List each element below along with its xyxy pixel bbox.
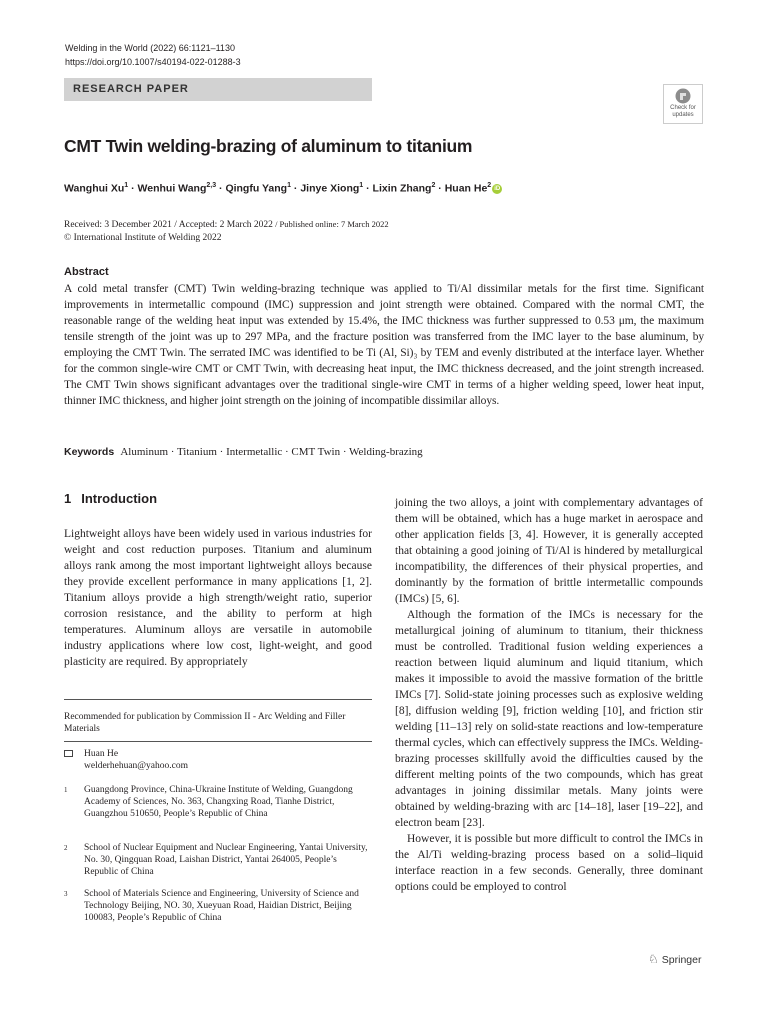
crossmark-icon: [675, 88, 691, 104]
copyright-line: © International Institute of Welding 2022: [64, 233, 222, 243]
keywords-list: Aluminum · Titanium · Intermetallic · CMT Twin · Welding-brazing: [120, 446, 423, 458]
affiliation-footnote: [64, 888, 372, 924]
crossmark-label-1: Check for: [670, 105, 696, 111]
corresponding-author-email[interactable]: welderhehuan@yahoo.com: [84, 761, 188, 771]
author-separator: ·: [435, 182, 445, 195]
author-separator: ·: [128, 182, 138, 195]
author-name[interactable]: Lixin Zhang: [372, 182, 432, 195]
affiliation-footnote: [64, 784, 372, 820]
intro-paragraph: joining the two alloys, a joint with complementary advantages of them will be obtained, which has a huge market in aerospace and other application fields [3, 4]. However, it is generally accepted that obtaining a good joining of Ti/Al is hindered by metallurgical incompatibility, the differences of their physical properties, and dominantly by the formation of brittle intermetallic compounds (IMCs) [5, 6].: [395, 497, 703, 605]
intro-paragraph: Although the formation of the IMCs is necessary for the metallurgical joining of aluminum to titanium, their thickness must be controlled. Traditional fusion welding experiences a reaction between liquid aluminum and liquid titanium, which makes it impossible to avoid the massive formation of the brittle IMCs [7]. Solid-state joining processes such as explosive welding [8], diffusion welding [9], friction welding [10], and friction stir welding [11–13] rely on solid-state reactions and low-temperature thermal cycles, which can effectively suppress the IMCs. Welding-brazing processes skillfully avoid the difficulties caused by the different melting points of the two compounds, which has great advantages in joining dissimilar metals. Many joints were obtained by welding-brazing with arc [14–18], laser [19–22], and electron beam [23].: [395, 609, 703, 829]
corresponding-author: [64, 748, 372, 772]
author-affiliation: 1: [124, 182, 129, 189]
keywords-label: Keywords: [64, 446, 115, 458]
received-accepted-dates: Received: 3 December 2021 / Accepted: 2 March 2022: [64, 220, 273, 230]
affiliation-text: Guangdong Province, China-Ukraine Institute of Welding, Guangdong Academy of Sciences, No. 363, Changxing Road, Tianhe District, Guangzhou 510650, People’s Republic of China: [84, 785, 353, 819]
affiliation-footnote: [64, 842, 372, 878]
affiliation-number: 3: [64, 890, 68, 898]
author-affiliation: 2: [487, 182, 492, 189]
right-column: [395, 495, 703, 895]
recommendation-note: Recommended for publication by Commission II - Arc Welding and Filler Materials: [64, 712, 346, 734]
left-column: [64, 526, 372, 670]
crossmark-label-2: updates: [672, 112, 694, 118]
section-number: 1: [64, 491, 72, 506]
author-affiliation: 2: [431, 182, 436, 189]
doi-link[interactable]: https://doi.org/10.1007/s40194-022-01288-3: [65, 57, 241, 67]
author-affiliation: 1: [287, 182, 291, 189]
affiliation-text: School of Nuclear Equipment and Nuclear Engineering, Yantai University, No. 30, Qingquan Road, Laishan District, Yantai 264005, People’s Republic of China: [84, 843, 368, 877]
affiliation-number: 1: [64, 786, 68, 794]
abstract-heading: Abstract: [64, 266, 109, 278]
footnote-divider: [64, 699, 372, 700]
publication-dates: [64, 218, 389, 245]
author-name[interactable]: Huan He: [444, 182, 488, 195]
author-name[interactable]: Wanghui Xu: [64, 182, 125, 195]
published-date: / Published online: 7 March 2022: [272, 219, 389, 229]
check-for-updates-badge[interactable]: [663, 84, 703, 124]
corresponding-author-name: Huan He: [84, 749, 119, 759]
abstract-text: A cold metal transfer (CMT) Twin welding-brazing technique was applied to Ti/Al dissimilar metals for the first time. Significant improvements in intermetallic compound (IMC) suppression and joint strength were obtained. Compared with the normal CMT, the reasonable range of the welding heat input was extended by 15.4%, the IMC thickness was further suppressed to 0.53 μm, the maximum tensile strength of the joint was up to 297 MPa, and the fracture position was transferred from the IMC layer to the base aluminum, by employing the CMT Twin. The serrated IMC was identified to be Ti (Al, Si)₃ by TEM and evenly distributed at the interface layer. Whether for the common single-wire CMT or CMT Twin, with decreasing heat input, the IMC thickness decreased, and the joint strength increased. The CMT Twin shows significant advantages over the traditional single-wire CMT in terms of a higher welding speed, lower heat input, thinner IMC thickness, and higher joint strength on the joining of incompatible dissimilar alloys.: [64, 283, 704, 407]
paper-title: CMT Twin welding-brazing of aluminum to titanium: [64, 136, 473, 156]
author-separator: ·: [363, 182, 373, 195]
author-name[interactable]: Qingfu Yang: [225, 182, 288, 195]
author-name[interactable]: Wenhui Wang: [137, 182, 207, 195]
author-name[interactable]: Jinye Xiong: [300, 182, 360, 195]
affiliation-text: School of Materials Science and Engineering, University of Science and Technology Beijing, NO. 30, Xueyuan Road, Haidian District, Beijing 100083, People’s Republic of China: [84, 889, 359, 923]
section-heading: [64, 491, 157, 506]
intro-paragraph: However, it is possible but more difficult to control the IMCs in the Al/Ti welding-brazing process based on a solid–liquid interface reaction in a few seconds. Generally, three dominant options could be employed to control: [395, 833, 703, 893]
author-affiliation: 2,3: [206, 182, 217, 189]
author-separator: ·: [216, 182, 226, 195]
footnote-divider: [64, 741, 372, 742]
journal-reference: Welding in the World (2022) 66:1121–1130: [65, 43, 235, 53]
author-list: [64, 179, 704, 196]
intro-paragraph: Lightweight alloys have been widely used in various industries for weight and cost reduction purposes. Titanium and aluminum alloys rank among the most important lightweight alloys because they provide excellent performance in many applications [1, 2]. Titanium alloys provide a high strength/weight ratio, superior corrosion resistance, and the ability to perform at high temperatures. Aluminum alloys are versatile in automobile industry applications where low cost, light-weight, and good plasticity are required. By appropriately: [64, 528, 372, 668]
publisher-logo: [648, 952, 701, 966]
envelope-icon: [64, 750, 73, 757]
publisher-name: Springer: [661, 954, 702, 966]
affiliation-number: 2: [64, 844, 68, 852]
author-affiliation: 1: [359, 182, 364, 189]
article-type-banner: RESEARCH PAPER: [64, 78, 372, 101]
springer-horse-icon: ♘: [648, 952, 659, 966]
author-separator: ·: [291, 182, 301, 195]
section-title: Introduction: [81, 491, 158, 506]
keywords-line: [64, 445, 423, 459]
orcid-icon[interactable]: iD: [494, 185, 501, 192]
